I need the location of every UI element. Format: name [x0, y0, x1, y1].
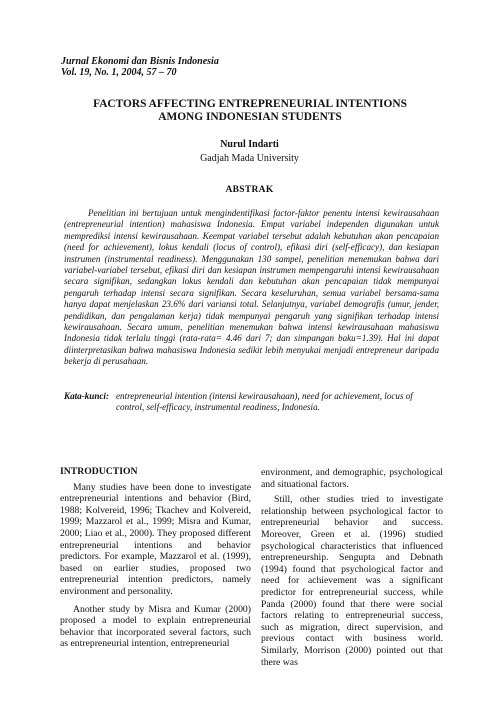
abstract-heading: ABSTRAK	[225, 185, 274, 195]
paragraph: Still, other studies tried to investigate relationship between psychological factor to entrepreneurial behavior and success. Moreover, Green et al. (1996) studied psychological characteristics that influenced entrepreneurship. Sengupta and Debnath (1994) found that psychological factor and need for achievement was a significant predictor for entrepreneurial success, while Panda (2000) found that there were social factors relating to entrepreneurial success, such as migration, direct supervision, and previous contact with business world. Similarly, Morrison (2000) pointed out that there was	[261, 494, 443, 668]
abstract-text: Penelitian ini bertujuan untuk mengindentifikasi factor-faktor penentu intensi kewirausahaan (entrepreneurial intention) mahasiswa Indonesia. Empat variabel independen digunakan untuk memprediksi intensi kewirausahaan. Keempat variabel tersebut adalah kebutuhan akan pencapaian (need for achievement), lokus kendali (locus of control), efikasi diri (self-efficacy), dan kesiapan instrumen (instrumental readiness). Menggunakan 130 sampel, penelitian menemukan bahwa dari variabel-variabel tersebut, efikasi diri dan kesiapan instrumen mempengaruhi intensi kewirausahaan secara signifikan, sedangkan lokus kendali dan kebutuhan akan pencapaian tidak mempunyai pengaruh terhadap intensi secara signifikan. Secara keseluruhan, semua variabel bersama-sama hanya dapat menjelaskan 23.6% dari variansi total. Selanjutnya, variabel demografis (umur, jender, pendidikan, dan pengalaman kerja) tidak mempunyai pengaruh yang signifikan terhadap intensi kewirausahaan. Secara umum, penelitian menemukan bahwa intensi kewirausahaan mahasiswa Indonesia tidak terlalu tinggi (rata-rata= 4.46 dari 7; dan simpangan baku=1.39). Hal ini dapat diinterpretasikan bahwa mahasiswa Indonesia sedikit lebih menyukai menjadi entrepreneur daripada bekerja di perusahaan.	[64, 208, 439, 367]
keywords-label: Kata-kunci:	[64, 391, 109, 401]
author-affiliation: Gadjah Mada University	[200, 153, 299, 164]
journal-header	[61, 56, 219, 78]
body-column-right	[261, 467, 443, 668]
paragraph: environment, and demographic, psychological and situational factors.	[261, 467, 443, 490]
title-line-2: AMONG INDONESIAN STUDENTS	[158, 111, 342, 123]
section-heading: INTRODUCTION	[60, 466, 138, 477]
journal-issue: Vol. 19, No. 1, 2004, 57 – 70	[61, 67, 177, 78]
keywords-text: entrepreneurial intention (intensi kewirausahaan), need for achievement, locus of control, self-efficacy, instrumental readiness, Indonesia.	[116, 391, 413, 413]
author-name: Nurul Indarti	[220, 139, 279, 150]
paragraph: Another study by Misra and Kumar (2000) proposed a model to explain entrepreneurial behavior that incorporated several factors, such as entrepreneurial intention, entrepreneurial	[60, 603, 251, 650]
article-title	[40, 98, 460, 124]
keywords-block	[64, 391, 439, 414]
paragraph: Many studies have been done to investigate entrepreneurial intentions and behavior (Bird, 1988; Kolvereid, 1996; Tkachev and Kolvereid, 1999; Mazzarol et al., 1999; Misra and Kumar, 2000; Liao et al., 2000). They proposed different entrepreneurial intentions and behavior predictors. For example, Mazzarol et al. (1999), based on earlier studies, proposed two entrepreneurial intention predictors, namely environment and personality.	[60, 481, 251, 597]
body-column-left	[60, 466, 251, 650]
title-line-1: FACTORS AFFECTING ENTREPRENEURIAL INTENTIONS	[93, 98, 407, 110]
journal-name: Jurnal Ekonomi dan Bisnis Indonesia	[61, 56, 219, 67]
